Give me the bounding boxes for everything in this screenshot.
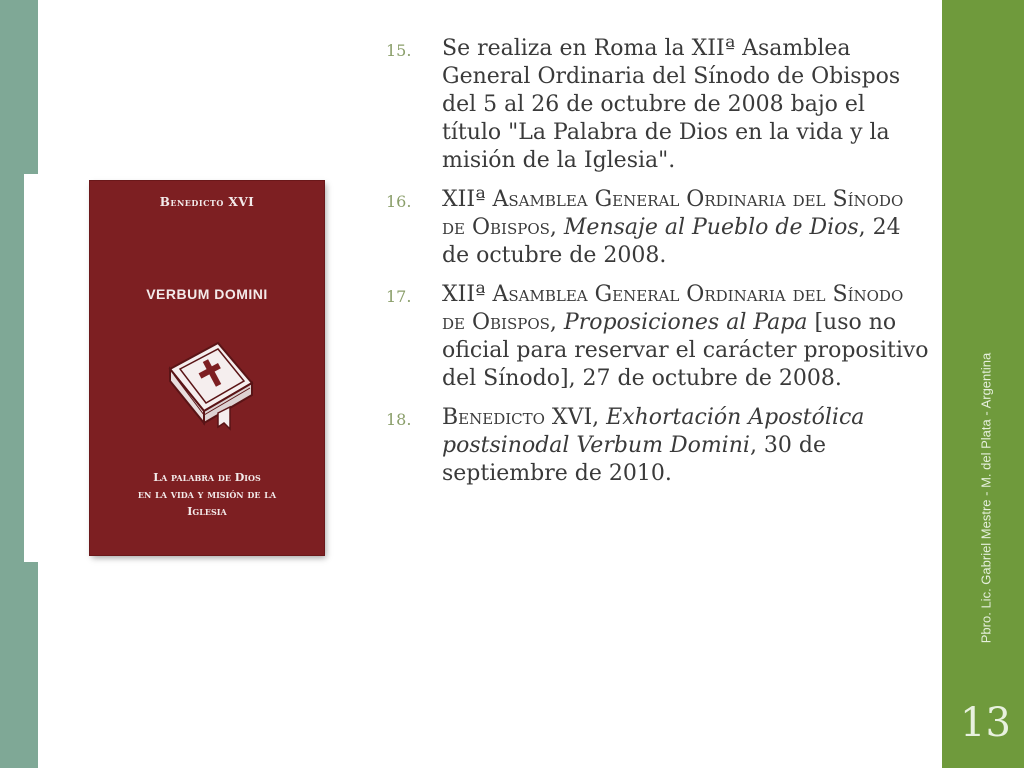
- reference-notes-list: [386, 35, 931, 499]
- note-number: 17.: [386, 287, 412, 306]
- note-separator: ,: [549, 215, 564, 240]
- note-text: Se realiza en Roma la XIIª Asamblea General Ordinaria del Sínodo de Obispos del 5 al 26 de octubre de 2008 bajo el título "La Palabra de Dios en la vida y la misión de la Iglesia".: [442, 36, 901, 173]
- footer-author-text: Pbro. Lic. Gabriel Mestre - M. del Plata - Argentina: [978, 352, 994, 644]
- note-number: 18.: [386, 410, 412, 429]
- note-author: XIIª Asamblea General Ordinaria del Sínodo de Obispos: [442, 187, 904, 240]
- book-subtitle-line: La palabra de Dios: [153, 471, 261, 484]
- book-title: VERBUM DOMINI: [146, 286, 268, 302]
- note-item-17: [386, 281, 931, 393]
- note-rest: , 30 de septiembre de 2010.: [442, 433, 827, 486]
- note-separator: ,: [592, 405, 607, 430]
- note-title: Mensaje al Pueblo de Dios: [563, 215, 859, 240]
- note-title: Exhortación Apostólica postsinodal Verbum Domini: [442, 405, 865, 458]
- note-text: [442, 404, 931, 488]
- note-item-16: [386, 186, 931, 270]
- book-cover-image: [90, 181, 324, 555]
- slide-number: 13: [960, 700, 1011, 746]
- note-text: [442, 186, 931, 270]
- note-text: [442, 281, 931, 393]
- note-author: XIIª Asamblea General Ordinaria del Sínodo de Obispos: [442, 282, 904, 335]
- note-item-18: [386, 404, 931, 488]
- note-separator: ,: [549, 310, 564, 335]
- book-subtitle: [98, 469, 316, 520]
- book-author: Benedicto XVI: [159, 195, 255, 209]
- note-rest: [uso no oficial para reservar el carácter propositivo del Sínodo], 27 de octubre de 2008.: [442, 310, 929, 391]
- bible-icon: [160, 331, 260, 431]
- note-rest: , 24 de octubre de 2008.: [442, 215, 901, 268]
- note-item-15: [386, 35, 931, 175]
- left-white-tab: [24, 174, 38, 562]
- book-subtitle-line: Iglesia: [187, 505, 227, 518]
- note-author: Benedicto XVI: [442, 405, 593, 430]
- note-title: Proposiciones al Papa: [563, 310, 808, 335]
- note-number: 16.: [386, 192, 412, 211]
- note-number: 15.: [386, 41, 412, 60]
- book-subtitle-line: en la vida y misión de la: [137, 488, 277, 501]
